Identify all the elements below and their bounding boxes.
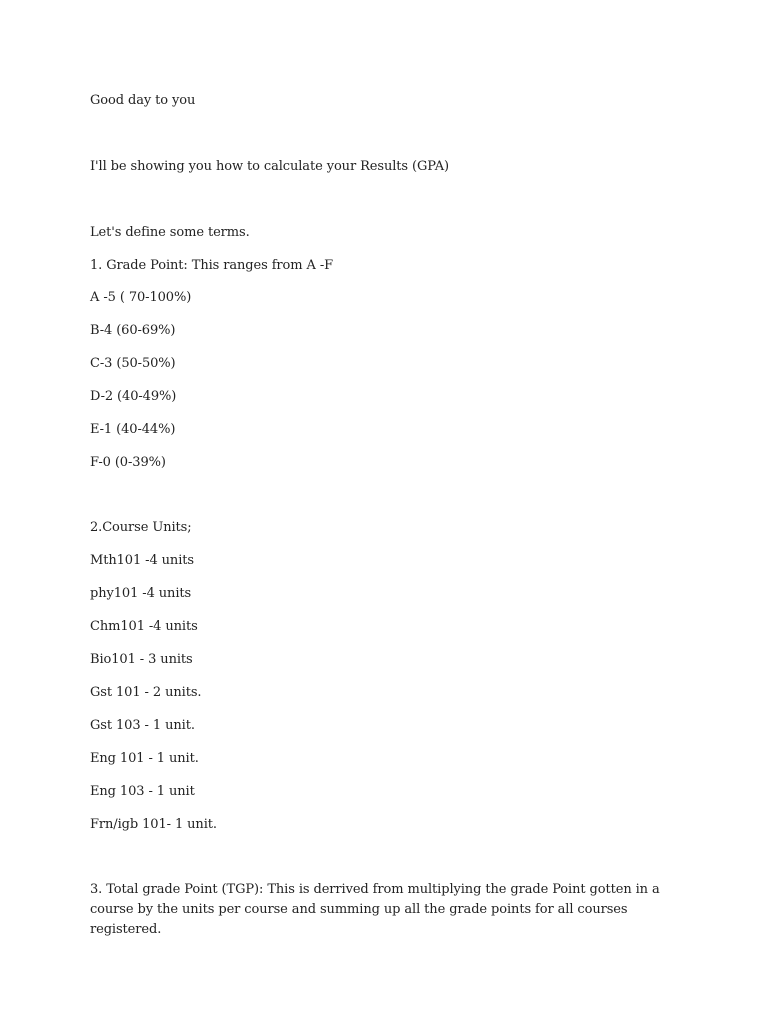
grade-item: B-4 (60-69%) bbox=[90, 323, 176, 338]
course-item: Gst 103 - 1 unit. bbox=[90, 718, 195, 733]
grade-item: D-2 (40-49%) bbox=[90, 389, 177, 404]
grade-item: A -5 ( 70-100%) bbox=[90, 290, 192, 305]
grade-item: C-3 (50-50%) bbox=[90, 356, 176, 371]
course-item: Gst 101 - 2 units. bbox=[90, 685, 202, 700]
course-units-heading: 2.Course Units; bbox=[90, 520, 192, 535]
course-item: Chm101 -4 units bbox=[90, 619, 198, 634]
define-terms-text: Let's define some terms. bbox=[90, 225, 250, 240]
course-item: phy101 -4 units bbox=[90, 586, 192, 601]
grade-item: E-1 (40-44%) bbox=[90, 422, 176, 437]
intro-text: I'll be showing you how to calculate your Results (GPA) bbox=[90, 159, 449, 174]
course-item: Eng 103 - 1 unit bbox=[90, 784, 195, 799]
course-item: Frn/igb 101- 1 unit. bbox=[90, 817, 217, 832]
tgp-paragraph: 3. Total grade Point (TGP): This is derrived from multiplying the grade Point gotten in a course by the units per course and summing up all the grade points for all courses registered. bbox=[90, 882, 660, 937]
greeting-text: Good day to you bbox=[90, 93, 196, 108]
grade-item: F-0 (0-39%) bbox=[90, 455, 166, 470]
course-item: Bio101 - 3 units bbox=[90, 652, 193, 667]
grade-point-heading: 1. Grade Point: This ranges from A -F bbox=[90, 258, 334, 273]
course-item: Eng 101 - 1 unit. bbox=[90, 751, 199, 766]
course-item: Mth101 -4 units bbox=[90, 553, 194, 568]
